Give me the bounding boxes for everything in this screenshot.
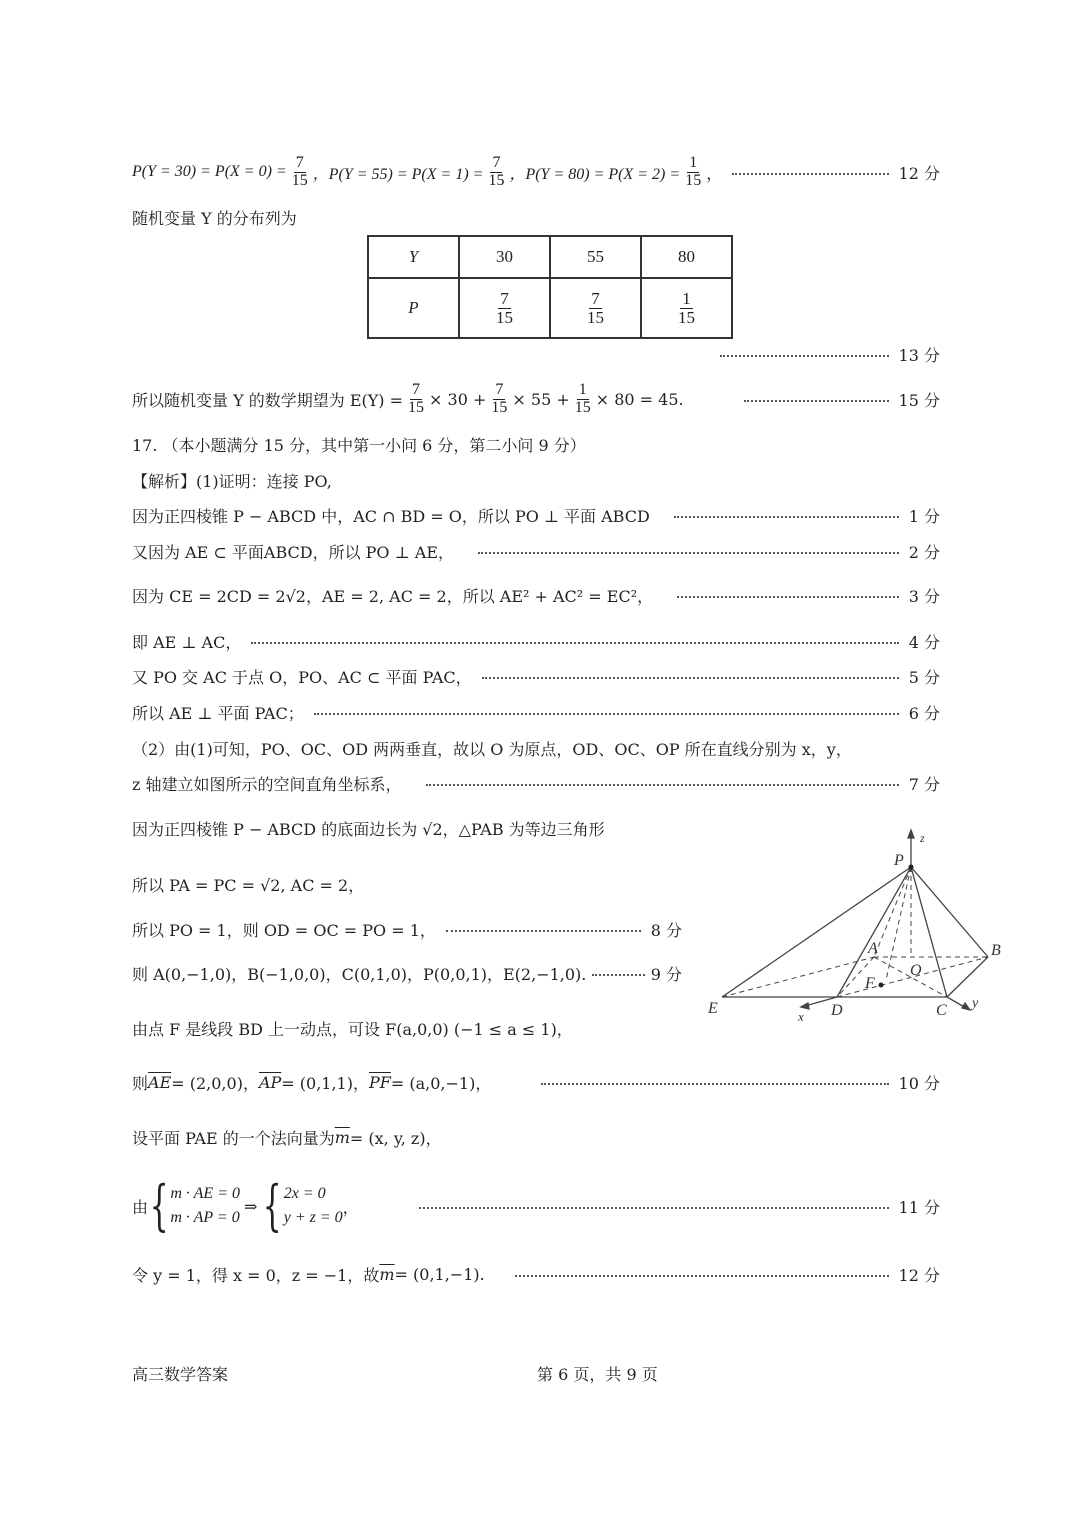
vector-m: $\overline{m}$ xyxy=(334,1127,350,1147)
dot-leader xyxy=(482,677,899,679)
svg-text:C: C xyxy=(936,1002,947,1019)
step-1: 因为正四棱锥 P − ABCD 中，AC ∩ BD = O，所以 PO ⊥ 平面 ABCD 1 分 xyxy=(132,506,940,526)
dot-leader xyxy=(732,173,888,175)
vector-pf: $\overline{PF}$ xyxy=(368,1072,391,1092)
probability-line: P(Y = 30) = P(X = 0) = $\frac{7}{15}$ ，P(Y = 55) = P(X = 1) = $\frac{7}{15}$ ，P(Y = 80) = P(X = 2) = $\frac{1}{15}$ ， 12 分 xyxy=(132,153,940,189)
svg-text:y: y xyxy=(972,996,979,1011)
table-cell: 30 xyxy=(459,236,550,278)
step-6: 所以 AE ⊥ 平面 PAC； 6 分 xyxy=(132,703,940,723)
distribution-intro: 随机变量 Y 的分布列为 xyxy=(132,208,297,228)
base-edge-line: 因为正四棱锥 P − ABCD 的底面边长为 √2，△PAB 为等边三角形 xyxy=(132,819,605,839)
dot-leader xyxy=(446,930,641,932)
svg-text:E: E xyxy=(708,1000,718,1017)
table-cell: $\frac{7}{15}$ xyxy=(550,278,641,338)
dot-leader xyxy=(251,642,898,644)
svg-text:D: D xyxy=(831,1002,843,1019)
score: 15 分 xyxy=(898,390,940,410)
pyramid-diagram xyxy=(700,820,1020,1030)
svg-text:F: F xyxy=(865,975,875,992)
pa-pc-line: 所以 PA = PC = √2, AC = 2， xyxy=(132,875,365,895)
dot-leader xyxy=(419,1207,889,1209)
dot-leader xyxy=(744,400,889,402)
distribution-table xyxy=(367,235,733,339)
solution-system: { 2x = 0 y + z = 0 xyxy=(263,1174,343,1237)
table-row xyxy=(368,278,732,338)
svg-text:A: A xyxy=(868,940,878,957)
solution-start: 【解析】(1)证明：连接 PO, xyxy=(132,471,332,491)
table-cell: 80 xyxy=(641,236,732,278)
fraction: $\frac{7}{15}$ xyxy=(488,153,505,189)
dot-leader xyxy=(541,1083,888,1085)
vector-ae: $\overline{AE}$ xyxy=(148,1072,172,1092)
step-7: z 轴建立如图所示的空间直角坐标系， 7 分 xyxy=(132,774,940,794)
score-line-13 xyxy=(720,342,940,366)
dot-leader xyxy=(720,355,889,357)
question-17-header: 17. （本小题满分 15 分，其中第一小问 6 分，第二小问 9 分） xyxy=(132,435,586,455)
step-9: 则 A(0,−1,0)，B(−1,0,0)，C(0,1,0)，P(0,0,1)，E(2,−1,0). 9 分 xyxy=(132,964,682,984)
step-3: 因为 CE = 2CD = 2√2，AE = 2, AC = 2，所以 AE² + AC² = EC²， 3 分 xyxy=(132,586,940,606)
prob-expr-1: P(Y = 30) = P(X = 0) = xyxy=(132,163,287,180)
svg-text:P: P xyxy=(894,852,904,869)
dot-leader xyxy=(426,784,899,786)
score: 13 分 xyxy=(898,345,940,365)
pyramid-figure xyxy=(700,820,1020,1030)
part-2-intro: （2）由(1)可知，PO、OC、OD 两两垂直，故以 O 为原点，OD、OC、OP 所在直线分别为 x，y， xyxy=(132,739,852,759)
svg-text:B: B xyxy=(991,942,1001,959)
fraction: $\frac{7}{15}$ xyxy=(291,153,308,189)
score: 12 分 xyxy=(898,163,940,183)
step-2: 又因为 AE ⊂ 平面ABCD，所以 PO ⊥ AE， 2 分 xyxy=(132,542,940,562)
table-cell: Y xyxy=(368,236,459,278)
step-5: 又 PO 交 AC 于点 O，PO、AC ⊂ 平面 PAC， 5 分 xyxy=(132,667,940,687)
prob-expr-3: ，P(Y = 80) = P(X = 2) = xyxy=(509,165,681,183)
dot-leader xyxy=(674,516,899,518)
point-f-definition: 由点 F 是线段 BD 上一动点，可设 F(a,0,0) (−1 ≤ a ≤ 1)， xyxy=(132,1019,573,1039)
dot-leader xyxy=(592,974,644,976)
svg-text:O: O xyxy=(910,962,922,979)
page-number: 第 6 页，共 9 页 xyxy=(537,1365,658,1384)
vector-m: $\overline{m}$ xyxy=(379,1264,395,1284)
svg-text:z: z xyxy=(920,831,925,845)
table-cell: 55 xyxy=(550,236,641,278)
fraction: $\frac{1}{15}$ xyxy=(685,153,702,189)
step-10: 则 $\overline{AE}$ = (2,0,0)， $\overline{AP}$ = (0,1,1)， $\overline{PF}$ = (a,0,−1)， 10 分 xyxy=(132,1072,940,1093)
table-cell: P xyxy=(368,278,459,338)
table-header-row xyxy=(368,236,732,278)
table-cell: $\frac{7}{15}$ xyxy=(459,278,550,338)
svg-text:x: x xyxy=(798,1009,804,1024)
table-cell: $\frac{1}{15}$ xyxy=(641,278,732,338)
expectation-line: 所以随机变量 Y 的数学期望为 E(Y) = $\frac{7}{15}$ × 30 + $\frac{7}{15}$ × 55 + $\frac{1}{15}$ × 80 = 45. 15 分 xyxy=(132,380,940,416)
equation-system: { m · AE = 0 m · AP = 0 xyxy=(149,1174,240,1237)
vector-ap: $\overline{AP}$ xyxy=(258,1072,282,1092)
normal-vector-definition: 设平面 PAE 的一个法向量为 $\overline{m}$ = (x, y, z)， xyxy=(132,1127,442,1148)
step-8: 所以 PO = 1，则 OD = OC = PO = 1， 8 分 xyxy=(132,920,682,940)
prob-expr-2: ，P(Y = 55) = P(X = 1) = xyxy=(312,165,484,183)
step-12: 令 y = 1，得 x = 0，z = −1，故 $\overline{m}$ = (0,1,−1). 12 分 xyxy=(132,1264,940,1285)
dot-leader xyxy=(478,552,899,554)
dot-leader xyxy=(314,713,899,715)
dot-leader xyxy=(515,1275,889,1277)
dot-leader xyxy=(677,596,899,598)
step-11: 由 { m · AE = 0 m · AP = 0 ⇒ { 2x = 0 y + z = 0 ， 11 分 xyxy=(132,1174,940,1237)
step-4: 即 AE ⊥ AC， 4 分 xyxy=(132,632,940,652)
footer-title: 高三数学答案 xyxy=(132,1365,229,1384)
